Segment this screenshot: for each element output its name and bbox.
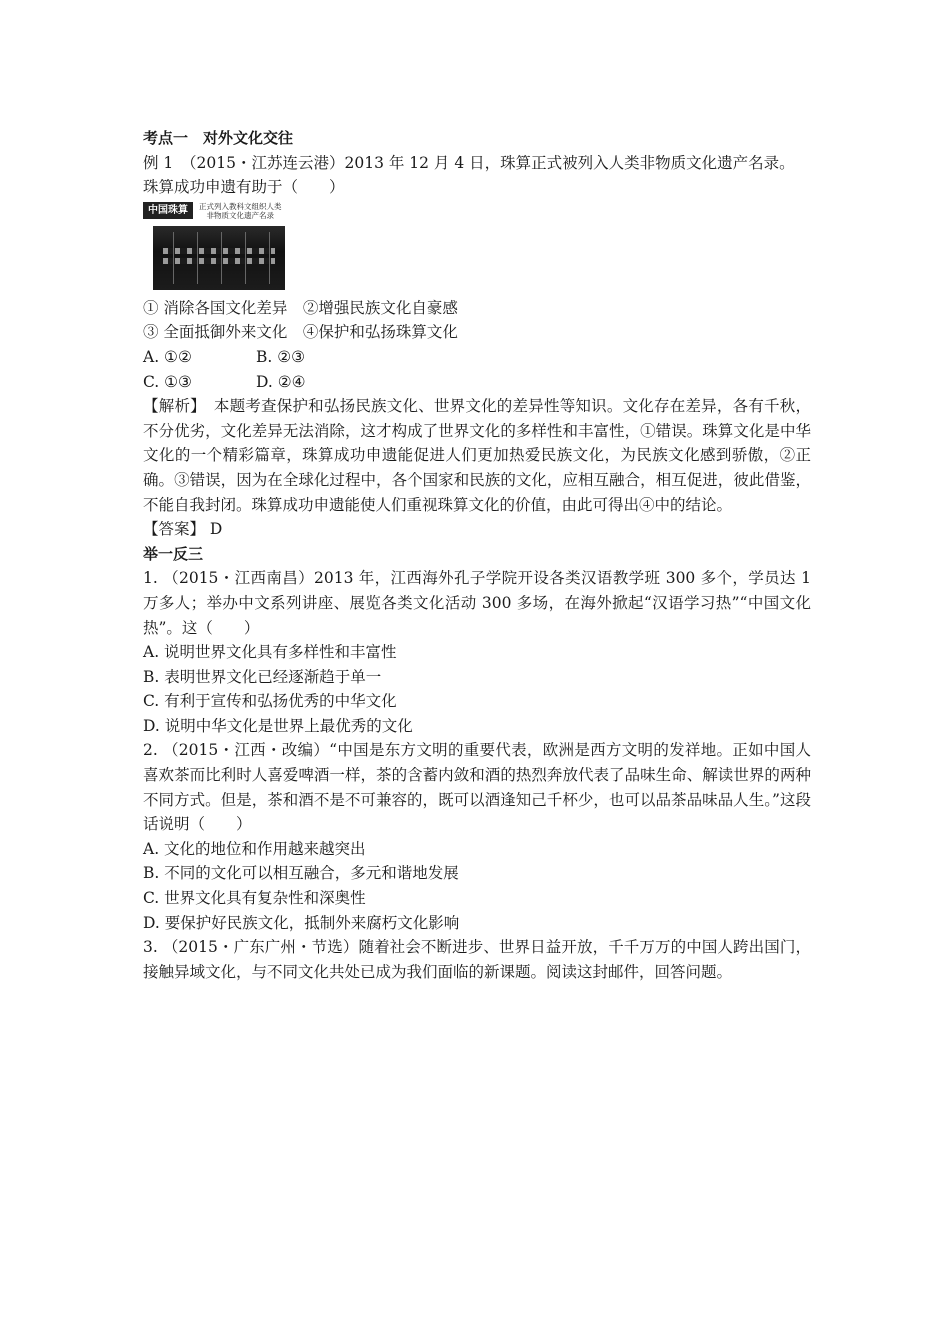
abacus-rod (269, 232, 270, 284)
option-c: C. ①③ (143, 372, 192, 391)
option-b: B. ②③ (256, 347, 306, 366)
abacus-rod (197, 232, 198, 284)
q1-stem: 1. （2015・江西南昌）2013 年，江西海外孔子学院开设各类汉语教学班 300 多个，学员达 1 万多人；举办中文系列讲座、展览各类文化活动 300 多场，在海外掀起“汉语学习热”“中国文化热”。这（ ） (143, 569, 811, 637)
document-page (143, 126, 811, 984)
figure-tag: 中国珠算 (143, 202, 193, 219)
abacus-rod (221, 232, 222, 284)
abacus-figure (143, 202, 285, 292)
option-a: A. ①② (143, 347, 192, 366)
example1-statement-2: ③ 全面抵御外来文化 ④保护和弘扬珠算文化 (143, 323, 458, 342)
abacus-upper-beads (163, 248, 275, 254)
figure-caption (199, 202, 282, 220)
practice-title: 举一反三 (143, 544, 204, 563)
q1-option-b: B. 表明世界文化已经逐渐趋于单一 (143, 667, 382, 686)
q2-option-c: C. 世界文化具有复杂性和深奥性 (143, 889, 366, 908)
figure-caption-line1: 正式列入教科文组织人类 (199, 201, 282, 211)
figure-caption-line2: 非物质文化遗产名录 (206, 210, 274, 220)
section-title: 考点一 对外文化交往 (143, 129, 294, 147)
example1-answer: 【答案】 D (143, 520, 223, 539)
q2-stem: 2. （2015・江西・改编）“中国是东方文明的重要代表，欧洲是西方文明的发祥地。正如中国人喜欢茶而比利时人喜爱啤酒一样，茶的含蓄内敛和酒的热烈奔放代表了品味生命、解读世界的两种不同方式。但是，茶和酒不是不可兼容的，既可以酒逢知己千杯少，也可以品茶品味品人生。”这段话说明（ ） (143, 741, 811, 834)
example1-options-row (143, 370, 811, 395)
abacus-rod (245, 232, 246, 284)
example1-statement-1: ① 消除各国文化差异 ②增强民族文化自豪感 (143, 298, 458, 317)
q1-option-c: C. 有利于宣传和弘扬优秀的中华文化 (143, 692, 397, 711)
example1-stem-line1: 例 1 （2015・江苏连云港）2013 年 12 月 4 日，珠算正式被列入人类非物质文化遗产名录。 (143, 153, 795, 172)
q2-option-a: A. 文化的地位和作用越来越突出 (143, 839, 366, 858)
abacus-lower-beads (163, 258, 275, 264)
q1-option-d: D. 说明中华文化是世界上最优秀的文化 (143, 716, 413, 735)
abacus-photo (153, 226, 285, 290)
example1-stem-line2: 珠算成功申遗有助于（ ） (143, 178, 345, 197)
q3-stem: 3. （2015・广东广州・节选）随着社会不断进步、世界日益开放，千千万万的中国人跨出国门，接触异域文化，与不同文化共处已成为我们面临的新课题。阅读这封邮件，回答问题。 (143, 938, 811, 981)
abacus-rod (173, 232, 174, 284)
q2-option-b: B. 不同的文化可以相互融合，多元和谐地发展 (143, 864, 459, 883)
example1-options-row (143, 345, 811, 370)
example1-analysis: 【解析】 本题考查保护和弘扬民族文化、世界文化的差异性等知识。文化存在差异，各有千秋，不分优劣，文化差异无法消除，这才构成了世界文化的多样性和丰富性，①错误。珠算文化是中华文化的一个精彩篇章，珠算成功申遗能促进人们更加热爱民族文化，为民族文化感到骄傲，②正确。③错误，因为在全球化过程中，各个国家和民族的文化，应相互融合，相互促进，彼此借鉴，不能自我封闭。珠算成功申遗能使人们重视珠算文化的价值，由此可得出④中的结论。 (143, 397, 811, 514)
option-d: D. ②④ (256, 372, 306, 391)
q2-option-d: D. 要保护好民族文化，抵制外来腐朽文化影响 (143, 913, 460, 932)
q1-option-a: A. 说明世界文化具有多样性和丰富性 (143, 643, 397, 662)
